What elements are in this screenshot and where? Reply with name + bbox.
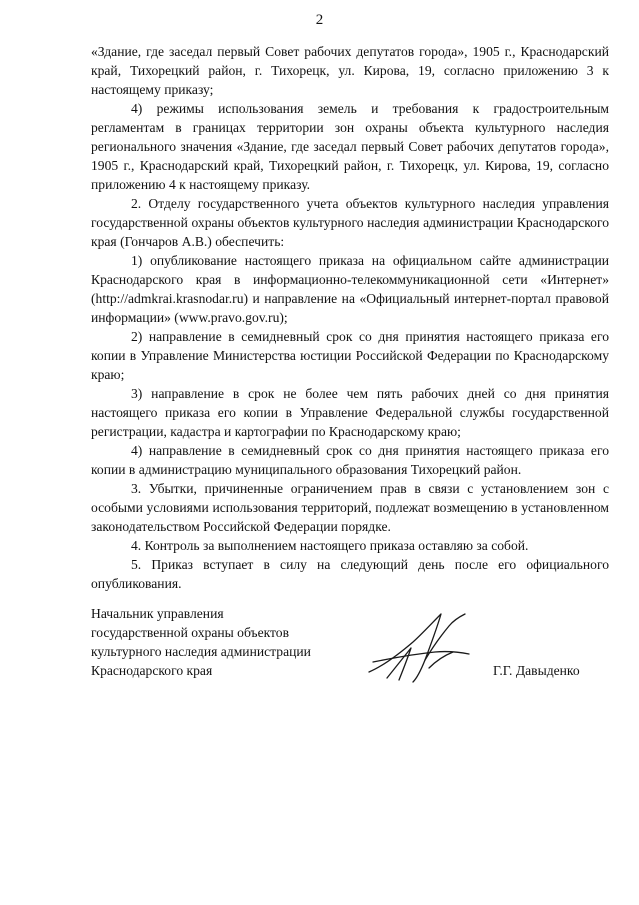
paragraph: 3. Убытки, причиненные ограничением прав в связи с установлением зон с особыми условиями использования территорий, подлежат возмещению в установленном законодательством Российской Федерации порядке. <box>91 481 609 534</box>
paragraph: «Здание, где заседал первый Совет рабочих депутатов города», 1905 г., Краснодарский край, Тихорецкий район, г. Тихорецк, ул. Кирова, 19, согласно приложению 3 к настоящему приказу; <box>91 44 609 97</box>
signer-name: Г.Г. Давыденко <box>493 663 580 678</box>
paragraph: 4) режимы использования земель и требования к градостроительным регламентам в границах территории зон охраны объекта культурного наследия регионального значения «Здание, где заседал первый Совет рабочих депутатов города», 1905 г., Краснодарский край, Тихорецкий район, г. Тихорецк, ул. Кирова, 19, согласно приложению 4 к настоящему приказу. <box>91 101 609 192</box>
paragraph: 4) направление в семидневный срок со дня принятия настоящего приказа его копии в администрацию муниципального образования Тихорецкий район. <box>91 443 609 477</box>
page-number: 2 <box>315 12 324 28</box>
signature-stroke <box>369 614 441 682</box>
signer-position-line: государственной охраны объектов <box>91 625 290 640</box>
paragraph: 2. Отделу государственного учета объектов культурного наследия управления государственной охраны объектов культурного наследия администрации Краснодарского края (Гончаров А.В.) обеспечить: <box>91 196 609 249</box>
paragraph: 2) направление в семидневный срок со дня принятия настоящего приказа его копии в Управление Министерства юстиции Российской Федерации по Краснодарскому краю; <box>91 329 609 382</box>
signer-position-line: культурного наследия администрации <box>91 644 311 659</box>
signature-stroke <box>425 614 465 660</box>
signature-stroke <box>429 652 453 668</box>
document-body <box>91 42 609 593</box>
paragraph: 5. Приказ вступает в силу на следующий день после его официального опубликования. <box>91 557 609 591</box>
signer-position-line: Начальник управления <box>91 606 224 621</box>
signer-position-line: Краснодарского края <box>91 663 213 678</box>
paragraph: 4. Контроль за выполнением настоящего приказа оставляю за собой. <box>131 538 529 553</box>
signer-position <box>91 604 311 680</box>
signature-block <box>91 604 609 684</box>
paragraph: 1) опубликование настоящего приказа на официальном сайте администрации Краснодарского края в информационно-телекоммуникационной сети «Интернет» (http://admkrai.krasnodar.ru) и направление на «Официальный интернет-портал правовой информации» (www.pravo.gov.ru); <box>91 253 609 325</box>
paragraph: 3) направление в срок не более чем пять рабочих дней со дня принятия настоящего приказа его копии в Управление Федеральной службы государственной регистрации, кадастра и картографии по Краснодарскому краю; <box>91 386 609 439</box>
signature-stroke <box>373 652 469 662</box>
handwritten-signature <box>363 608 473 686</box>
signature-strokes <box>369 614 469 682</box>
